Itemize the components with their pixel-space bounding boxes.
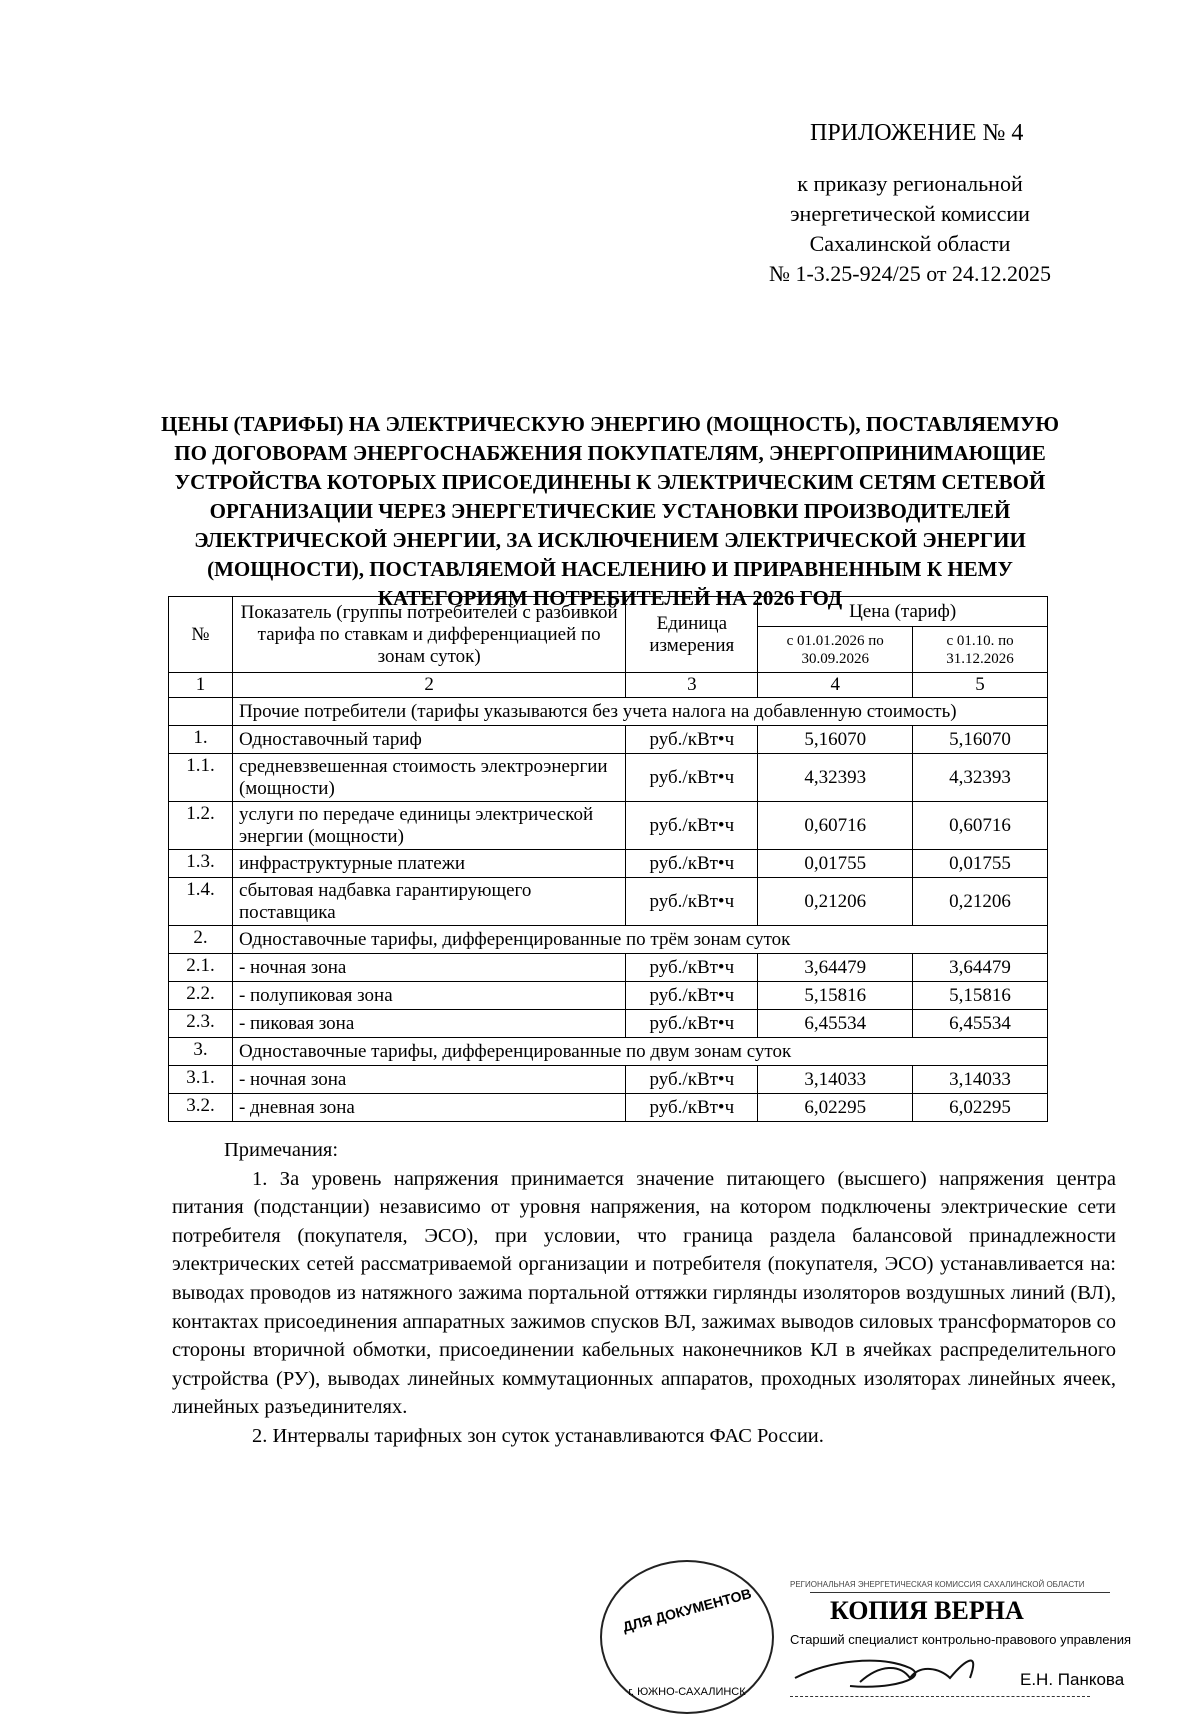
cell-v1: 3,64479: [758, 954, 913, 982]
notes-heading: Примечания:: [224, 1139, 339, 1161]
cell-name: - полупиковая зона: [232, 982, 625, 1010]
cell-unit: руб./кВт•ч: [626, 1066, 758, 1094]
cell-num: 1.3.: [169, 850, 233, 878]
section-row: Прочие потребители (тарифы указываются без учета налога на добавленную стоимость): [232, 698, 1047, 726]
cell-v1: 5,16070: [758, 726, 913, 754]
cell-num: 1.4.: [169, 878, 233, 926]
cell-unit: руб./кВт•ч: [626, 1094, 758, 1122]
cell-name: средневзвешенная стоимость электроэнергии (мощности): [232, 754, 625, 802]
col-number: 5: [913, 673, 1048, 698]
cell-num: 2.: [169, 926, 233, 954]
note-item: 2. Интервалы тарифных зон суток устанавливаются ФАС России.: [252, 1424, 824, 1447]
col-number: 1: [169, 673, 233, 698]
table-row: [169, 1010, 1048, 1038]
cell-v2: 3,14033: [913, 1066, 1048, 1094]
cell-name: сбытовая надбавка гарантирующего поставщика: [232, 878, 625, 926]
table-row: [169, 850, 1048, 878]
cell-name: услуги по передаче единицы электрической энергии (мощности): [232, 802, 625, 850]
cell-name: инфраструктурные платежи: [232, 850, 625, 878]
table-row: [169, 1038, 1048, 1066]
cell-unit: руб./кВт•ч: [626, 1010, 758, 1038]
cell-v1: 5,15816: [758, 982, 913, 1010]
table-row: [169, 878, 1048, 926]
appendix-line: Сахалинской области: [809, 231, 1011, 256]
cell-v2: 0,21206: [913, 878, 1048, 926]
header-period1: с 01.01.2026 по 30.09.2026: [758, 627, 913, 673]
cell-v1: 6,02295: [758, 1094, 913, 1122]
cell-name: - дневная зона: [232, 1094, 625, 1122]
stamp-name: Е.Н. Панкова: [1020, 1670, 1125, 1689]
col-number: 4: [758, 673, 913, 698]
table-row: [169, 926, 1048, 954]
cell-num: 2.1.: [169, 954, 233, 982]
cell-name: Одноставочные тарифы, дифференцированные по двум зонам суток: [232, 1038, 1047, 1066]
cell-name: Одноставочный тариф: [232, 726, 625, 754]
cell-name: - ночная зона: [232, 1066, 625, 1094]
cell-unit: руб./кВт•ч: [626, 982, 758, 1010]
cell-v1: 0,21206: [758, 878, 913, 926]
cell-num: 3.2.: [169, 1094, 233, 1122]
cell-num: 1.: [169, 726, 233, 754]
cell-num: 1.2.: [169, 802, 233, 850]
seal: [600, 1560, 774, 1714]
cell-v1: 3,14033: [758, 1066, 913, 1094]
cell-v2: 6,45534: [913, 1010, 1048, 1038]
empty-cell: [169, 698, 233, 726]
cell-unit: руб./кВт•ч: [626, 754, 758, 802]
cell-v1: 4,32393: [758, 754, 913, 802]
cell-unit: руб./кВт•ч: [626, 802, 758, 850]
cell-v2: 5,16070: [913, 726, 1048, 754]
cell-v1: 0,01755: [758, 850, 913, 878]
cell-v2: 6,02295: [913, 1094, 1048, 1122]
table-row: [169, 1094, 1048, 1122]
cell-v2: 0,60716: [913, 802, 1048, 850]
col-number: 3: [626, 673, 758, 698]
stamp-org: РЕГИОНАЛЬНАЯ ЭНЕРГЕТИЧЕСКАЯ КОМИССИЯ САХАЛИНСКОЙ ОБЛАСТИ: [790, 1580, 1085, 1589]
header-indicator: Показатель (группы потребителей с разбивкой тарифа по ставкам и дифференциацией по зонам суток): [232, 597, 625, 673]
note-item: 1. За уровень напряжения принимается значение питающего (высшего) напряжения центра питания (подстанции) независимо от уровня напряжения, на котором подключены электрические сети потребителя (покупателя, ЭСО), при условии, что граница раздела балансовой принадлежности электрических сетей рассматриваемой организации и потребителя (покупателя, ЭСО) устанавливается на: выводах проводов из натяжного зажима портальной оттяжки гирлянды изоляторов воздушных линий (ВЛ), контактах присоединения аппаратных зажимов спусков ВЛ, зажимах выводов силовых трансформаторов со стороны вторичной обмотки, присоединении кабельных наконечников КЛ в ячейках распределительного устройства (РУ), выводах линейных коммутационных аппаратов, проходных изоляторах линейных ячеек, линейных разъединителях.: [172, 1167, 1116, 1419]
table-row: [169, 802, 1048, 850]
cell-name: Одноставочные тарифы, дифференцированные по трём зонам суток: [232, 926, 1047, 954]
cell-v2: 4,32393: [913, 754, 1048, 802]
cell-unit: руб./кВт•ч: [626, 954, 758, 982]
table-row: [169, 982, 1048, 1010]
cell-v2: 3,64479: [913, 954, 1048, 982]
seal-text: ДЛЯ ДОКУМЕНТОВ: [620, 1585, 754, 1635]
table-row: [169, 754, 1048, 802]
cell-unit: руб./кВт•ч: [626, 726, 758, 754]
cell-name: - пиковая зона: [232, 1010, 625, 1038]
cell-num: 3.1.: [169, 1066, 233, 1094]
header-num: №: [169, 597, 233, 673]
cell-v2: 0,01755: [913, 850, 1048, 878]
cell-v1: 0,60716: [758, 802, 913, 850]
signature: [790, 1650, 990, 1694]
header-unit: Единица измерения: [626, 597, 758, 673]
cell-num: 1.1.: [169, 754, 233, 802]
cell-name: - ночная зона: [232, 954, 625, 982]
copy-stamp: [790, 1580, 1190, 1710]
col-number: 2: [232, 673, 625, 698]
stamp-label: КОПИЯ ВЕРНА: [830, 1596, 1024, 1625]
cell-num: 2.3.: [169, 1010, 233, 1038]
cell-num: 2.2.: [169, 982, 233, 1010]
table-row: [169, 1066, 1048, 1094]
tariff-table: [168, 596, 1048, 1122]
seal-city: г. ЮЖНО-САХАЛИНСК: [628, 1686, 746, 1698]
appendix-line: к приказу региональной: [797, 171, 1023, 196]
cell-v2: 5,15816: [913, 982, 1048, 1010]
cell-unit: руб./кВт•ч: [626, 850, 758, 878]
appendix-title: ПРИЛОЖЕНИЕ № 4: [810, 120, 1024, 146]
cell-num: 3.: [169, 1038, 233, 1066]
cell-v1: 6,45534: [758, 1010, 913, 1038]
stamp-position: Старший специалист контрольно-правового управления: [790, 1632, 1131, 1647]
header-period2: с 01.10. по 31.12.2026: [913, 627, 1048, 673]
table-row: [169, 954, 1048, 982]
cell-unit: руб./кВт•ч: [626, 878, 758, 926]
document-title: ЦЕНЫ (ТАРИФЫ) НА ЭЛЕКТРИЧЕСКУЮ ЭНЕРГИЮ (МОЩНОСТЬ), ПОСТАВЛЯЕМУЮ ПО ДОГОВОРАМ ЭНЕРГОСНАБЖЕНИЯ ПОКУПАТЕЛЯМ, ЭНЕРГОПРИНИМАЮЩИЕ УСТРОЙСТВА КОТОРЫХ ПРИСОЕДИНЕНЫ К ЭЛЕКТРИЧЕСКИМ СЕТЯМ СЕТЕВОЙ ОРГАНИЗАЦИИ ЧЕРЕЗ ЭНЕРГЕТИЧЕСКИЕ УСТАНОВКИ ПРОИЗВОДИТЕЛЕЙ ЭЛЕКТРИЧЕСКОЙ ЭНЕРГИИ, ЗА ИСКЛЮЧЕНИЕМ ЭЛЕКТРИЧЕСКОЙ ЭНЕРГИИ (МОЩНОСТИ), ПОСТАВЛЯЕМОЙ НАСЕЛЕНИЮ И ПРИРАВНЕННЫМ К НЕМУ КАТЕГОРИЯМ ПОТРЕБИТЕЛЕЙ НА 2026 ГОД: [161, 412, 1059, 610]
appendix-line: энергетической комиссии: [790, 201, 1030, 226]
table-row: [169, 726, 1048, 754]
appendix-line: № 1-3.25-924/25 от 24.12.2025: [768, 261, 1052, 286]
notes: [172, 1136, 1116, 1451]
header-price: Цена (тариф): [758, 597, 1048, 627]
